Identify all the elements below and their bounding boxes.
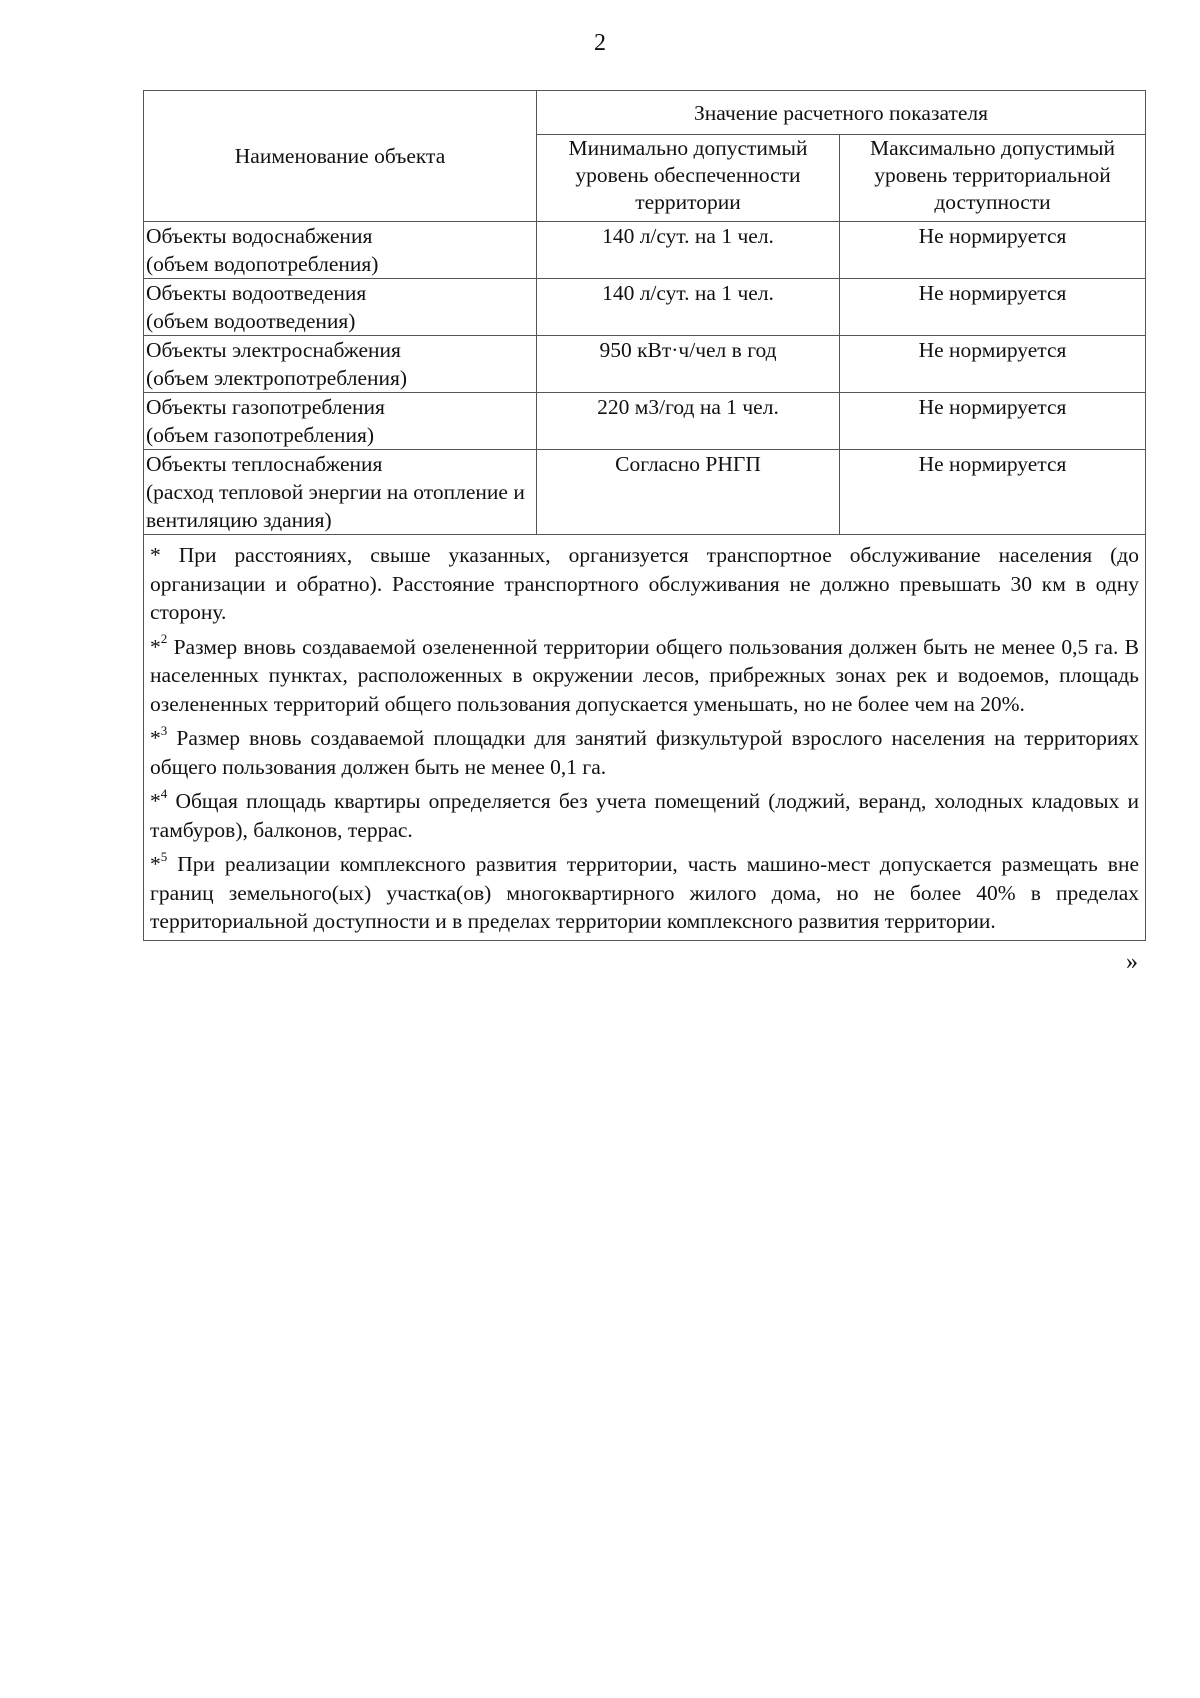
footnote-text: Размер вновь создаваемой площадки для занятий физкультурой взрослого населения на территориях общего пользования должен быть не менее 0,1 га. xyxy=(150,726,1140,779)
row-name: Объекты теплоснабжения xyxy=(146,452,383,476)
row-name-cell xyxy=(144,222,537,279)
row-min-value: 950 кВт·ч/чел в год xyxy=(537,336,840,393)
row-name-cell xyxy=(144,450,537,535)
row-min-value: Согласно РНГП xyxy=(537,450,840,535)
table-row xyxy=(144,279,1146,336)
footnote-text: Общая площадь квартиры определяется без учета помещений (лоджий, веранд, холодных кладовых и тамбуров), балконов, террас. xyxy=(150,789,1140,842)
table-row xyxy=(144,393,1146,450)
indicators-table xyxy=(143,90,1146,941)
footnote-number: 5 xyxy=(160,848,168,864)
header-max-level: Максимально допустимый уровень территориальной доступности xyxy=(840,135,1146,222)
table-row xyxy=(144,222,1146,279)
header-indicator-value: Значение расчетного показателя xyxy=(537,91,1146,135)
row-name-cell xyxy=(144,279,537,336)
row-max-value: Не нормируется xyxy=(840,393,1146,450)
table-row xyxy=(144,336,1146,393)
footnote-mark: * xyxy=(150,726,161,750)
footnote-text: При расстояниях, свыше указанных, организуется транспортное обслуживание населения (до организации и обратно). Расстояние транспортного обслуживания не должно превышать 30 км в одну сторону. xyxy=(150,543,1139,624)
row-max-value: Не нормируется xyxy=(840,279,1146,336)
footnote xyxy=(150,541,1139,627)
footnote-text: При реализации комплексного развития территории, часть машино-мест допускается размещать вне границ земельного(ых) участка(ов) многоквартирного жилого дома, но не более 40% в пределах территориальной доступности и в пределах территории комплексного развития территории. xyxy=(150,852,1139,933)
footnote xyxy=(150,724,1139,781)
row-subname: (расход тепловой энергии на отопление и вентиляцию здания) xyxy=(146,480,525,532)
row-max-value: Не нормируется xyxy=(840,222,1146,279)
row-subname: (объем водоотведения) xyxy=(146,309,356,333)
row-name: Объекты водоотведения xyxy=(146,281,367,305)
row-min-value: 140 л/сут. на 1 чел. xyxy=(537,222,840,279)
notes-row xyxy=(144,535,1146,941)
closing-quote: » xyxy=(1126,948,1138,975)
footnote-mark: * xyxy=(150,634,161,659)
footnote-number: 3 xyxy=(160,722,168,738)
row-max-value: Не нормируется xyxy=(840,450,1146,535)
row-max-value: Не нормируется xyxy=(840,336,1146,393)
row-min-value: 220 м3/год на 1 чел. xyxy=(537,393,840,450)
row-subname: (объем водопотребления) xyxy=(146,252,379,276)
row-name: Объекты газопотребления xyxy=(146,395,385,419)
footnote-mark: * xyxy=(150,543,161,567)
footnote-number: 4 xyxy=(160,785,168,801)
row-name: Объекты водоснабжения xyxy=(146,224,373,248)
footnote-mark: * xyxy=(150,852,161,876)
table-row xyxy=(144,450,1146,535)
header-min-level: Минимально допустимый уровень обеспеченности территории xyxy=(537,135,840,222)
footnote xyxy=(150,787,1139,844)
row-subname: (объем электропотребления) xyxy=(146,366,408,390)
header-object-name: Наименование объекта xyxy=(144,91,537,222)
row-name-cell xyxy=(144,393,537,450)
row-name-cell xyxy=(144,336,537,393)
row-min-value: 140 л/сут. на 1 чел. xyxy=(537,279,840,336)
footnote xyxy=(150,850,1139,936)
row-subname: (объем газопотребления) xyxy=(146,423,375,447)
footnote-text: Размер вновь создаваемой озелененной территории общего пользования должен быть не менее 0,5 га. В населенных пунктах, расположенных в окружении лесов, прибрежных зонах рек и водоемов, площадь озелененных территорий общего пользования допускается уменьшать, но не более чем на 20%. xyxy=(150,634,1140,716)
row-name: Объекты электроснабжения xyxy=(146,338,401,362)
notes-cell xyxy=(144,535,1146,941)
footnote-number: 2 xyxy=(160,631,168,647)
footnote xyxy=(150,633,1139,719)
page-number: 2 xyxy=(594,30,606,56)
footnote-mark: * xyxy=(150,789,161,813)
table-header-row xyxy=(144,91,1146,135)
